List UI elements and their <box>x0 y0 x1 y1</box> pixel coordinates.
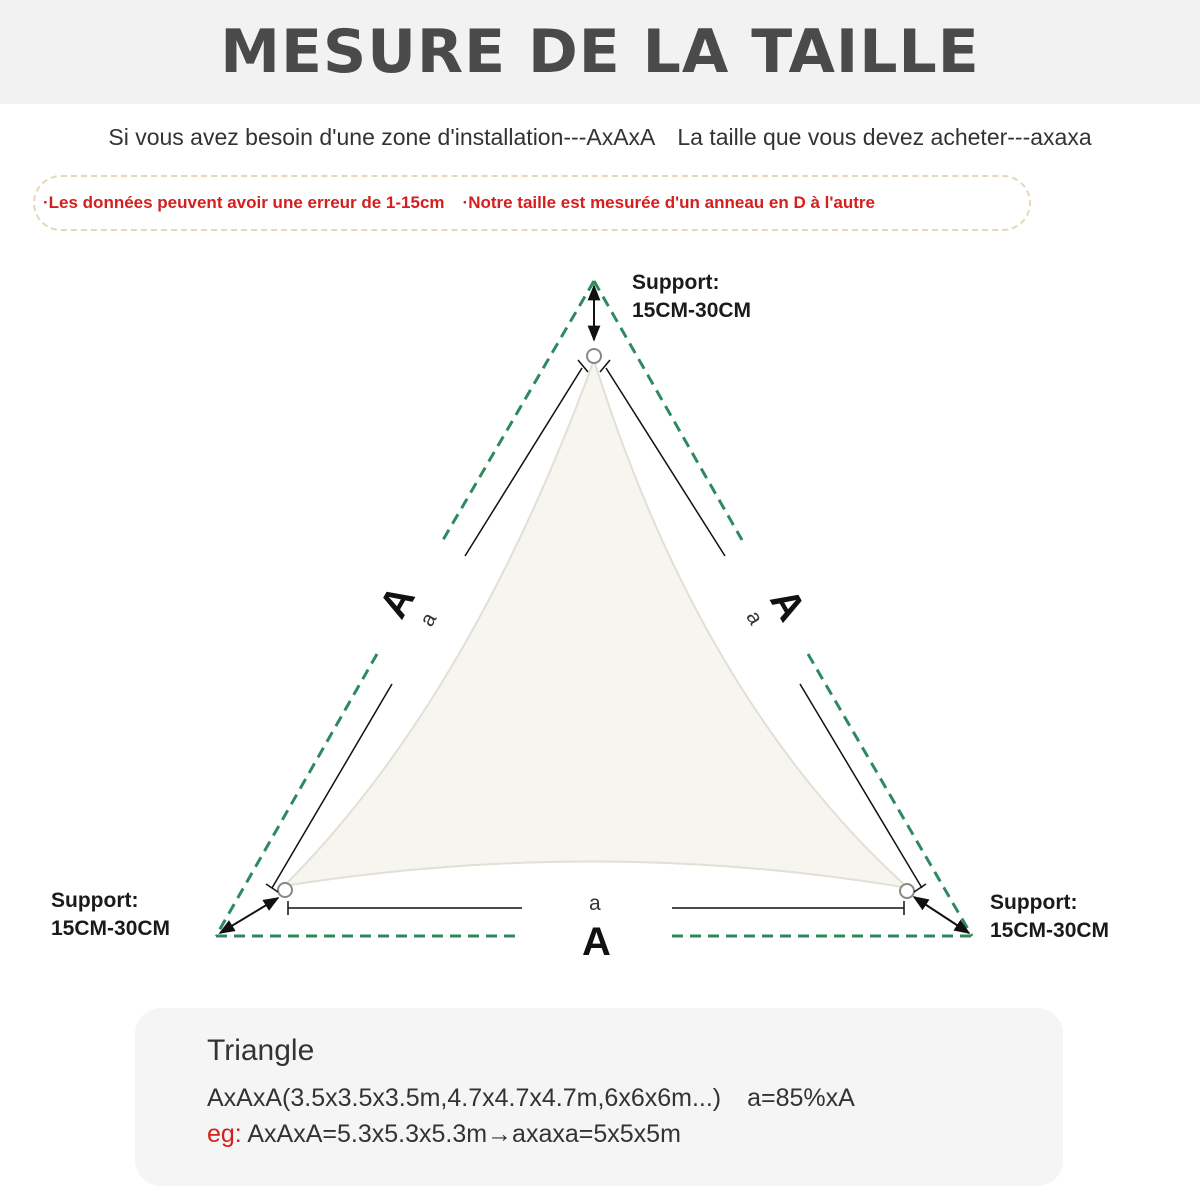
measure-tick-left-top <box>578 360 588 372</box>
intro-purchase-size: La taille que vous devez acheter---axaxa <box>677 124 1092 150</box>
measure-tick-right-top <box>600 360 610 372</box>
measure-tick-left-bottom <box>266 884 278 892</box>
card-sizes: AxAxA(3.5x3.5x3.5m,4.7x4.7x4.7m,6x6x6m...) <box>207 1084 722 1112</box>
side-label-left-a: a <box>415 608 442 631</box>
side-label-right-A: A <box>761 581 814 629</box>
support-label-bottom-left <box>51 887 170 943</box>
side-label-bottom-A: A <box>582 920 611 964</box>
side-label-bottom-a: a <box>589 892 601 915</box>
card-sizes-line <box>207 1084 855 1113</box>
note-error-margin: ·Les données peuvent avoir une erreur de 1-15cm <box>43 193 445 212</box>
card-example-text: AxAxA=5.3x5.3x5.3m→axaxa=5x5x5m <box>247 1120 681 1148</box>
support-range: 15CM-30CM <box>632 299 752 322</box>
support-title: Support: <box>632 271 720 294</box>
support-label-top <box>632 269 751 325</box>
card-example-prefix: eg: <box>207 1120 242 1148</box>
side-label-right-a: a <box>741 606 768 629</box>
side-label-left-A: A <box>371 578 424 626</box>
card-ratio: a=85%xA <box>747 1084 855 1112</box>
d-ring-bottom-right <box>900 884 914 898</box>
support-range: 15CM-30CM <box>51 917 171 940</box>
card-title: Triangle <box>207 1034 315 1067</box>
support-arrow-bottom-left <box>220 898 278 933</box>
page-title: MESURE DE LA TAILLE <box>220 17 980 87</box>
note-d-ring-measure: ·Notre taille est mesurée d'un anneau en D à l'autre <box>462 193 875 212</box>
outline-left-lower <box>216 654 377 936</box>
support-range: 15CM-30CM <box>990 919 1110 942</box>
support-arrow-bottom-right <box>914 897 969 933</box>
card-example-line <box>207 1120 681 1149</box>
support-title: Support: <box>51 889 139 912</box>
d-ring-bottom-left <box>278 883 292 897</box>
outline-right-lower <box>808 654 972 936</box>
info-card <box>135 1008 1063 1186</box>
d-ring-top <box>587 349 601 363</box>
shade-sail <box>284 360 908 888</box>
support-label-bottom-right <box>990 889 1109 945</box>
support-title: Support: <box>990 891 1078 914</box>
intro-installation-area: Si vous avez besoin d'une zone d'installation---AxAxA <box>108 124 656 150</box>
